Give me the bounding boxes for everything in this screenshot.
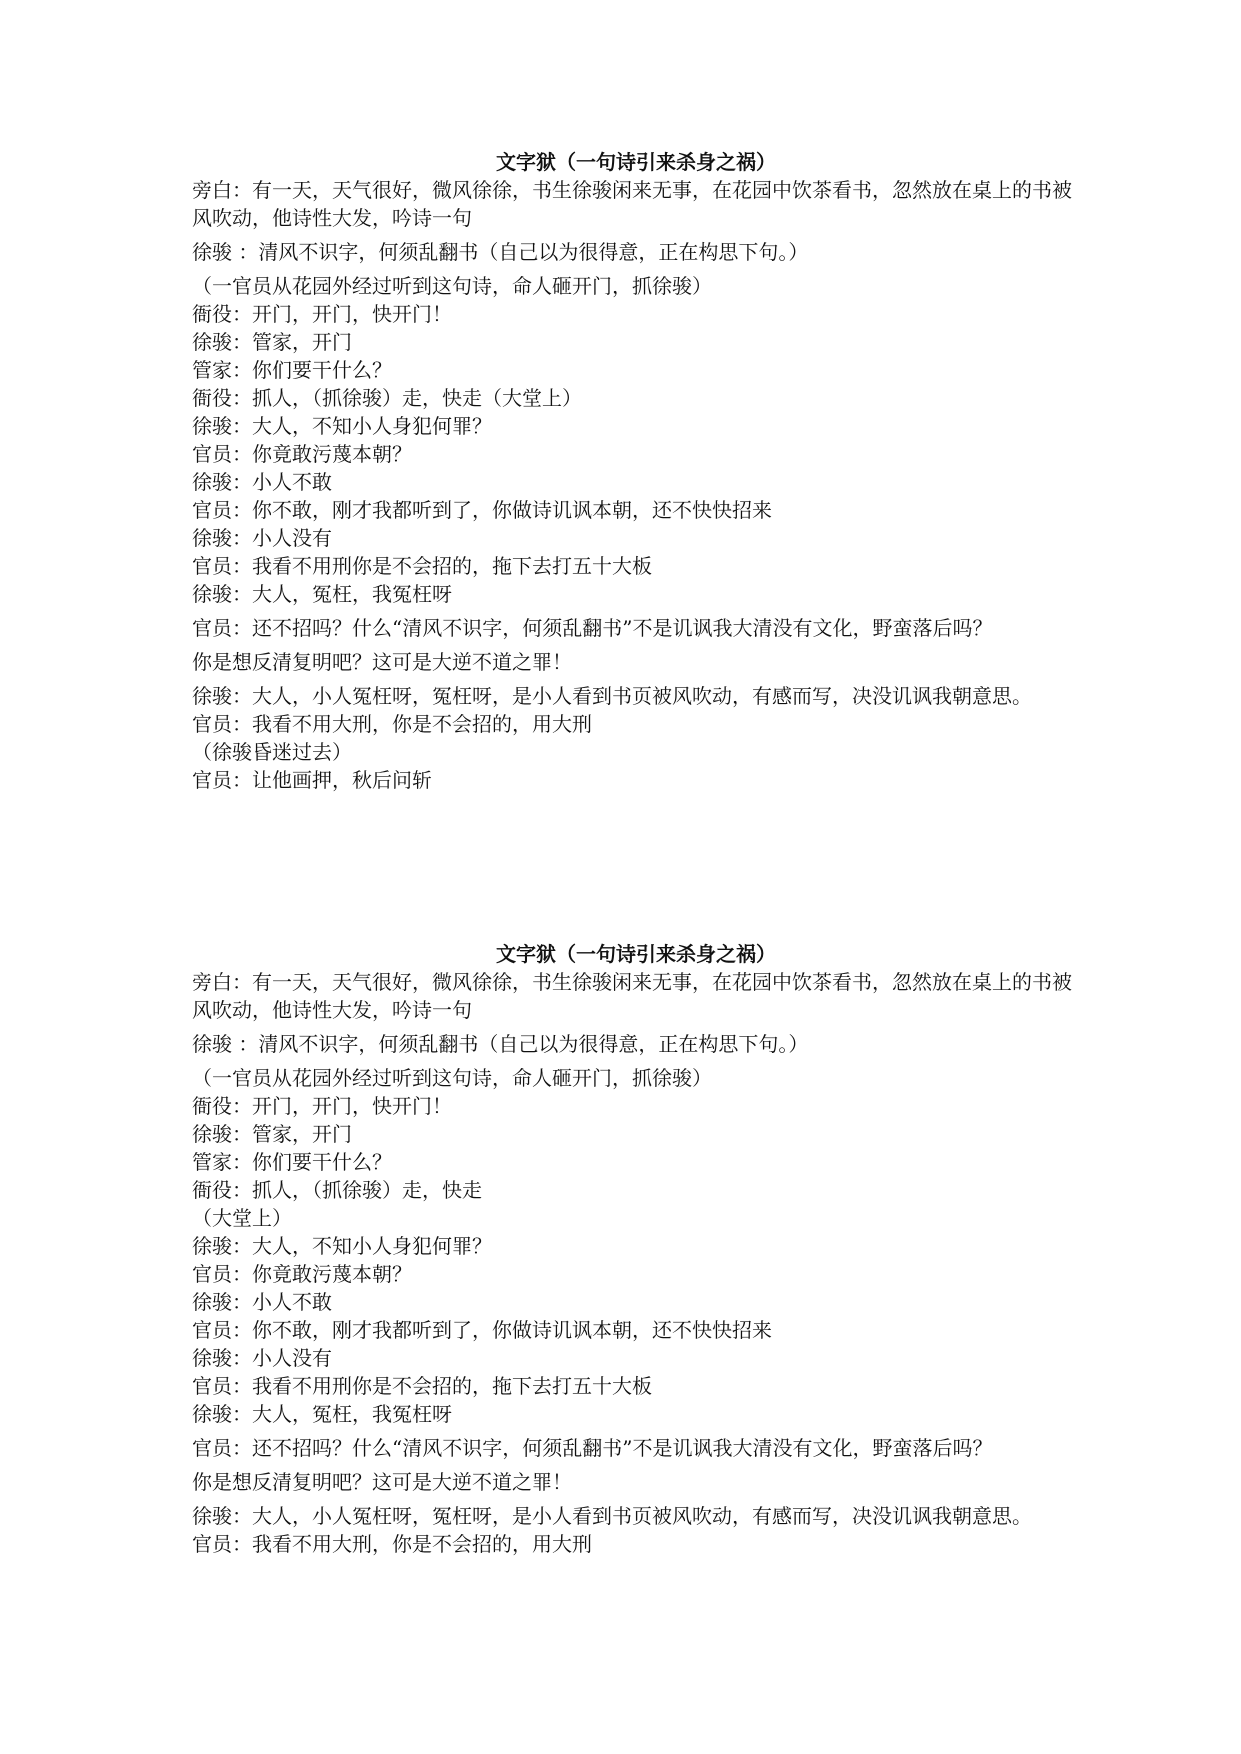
script-line: （一官员从花园外经过听到这句诗，命人砸开门，抓徐骏） xyxy=(192,274,712,298)
script-title: 文字狱（一句诗引来杀身之祸） xyxy=(496,150,776,174)
script-line: 徐骏：大人，不知小人身犯何罪？ xyxy=(192,1234,492,1258)
script-line: 旁白：有一天，天气很好，微风徐徐，书生徐骏闲来无事，在花园中饮茶看书，忽然放在桌上的书被风吹动，他诗性大发，吟诗一句 xyxy=(192,970,1072,1022)
script-line: 官员：让他画押，秋后问斩 xyxy=(192,768,432,792)
script-line: 官员：你竟敢污蔑本朝？ xyxy=(192,442,412,466)
script-section-1 xyxy=(192,148,1072,794)
script-line: 管家：你们要干什么？ xyxy=(192,358,392,382)
script-line: 官员：我看不用刑你是不会招的，拖下去打五十大板 xyxy=(192,554,652,578)
script-line: 徐骏：大人，冤枉，我冤枉呀 xyxy=(192,1402,452,1426)
script-line: 徐骏 ：清风不识字，何须乱翻书（自己以为很得意，正在构思下句。） xyxy=(192,240,809,264)
script-line: 徐骏：小人没有 xyxy=(192,1346,332,1370)
script-line: 徐骏：小人不敢 xyxy=(192,470,332,494)
script-line: 徐骏：管家，开门 xyxy=(192,1122,352,1146)
script-line: 徐骏：小人没有 xyxy=(192,526,332,550)
script-line: 你是想反清复明吧？这可是大逆不道之罪！ xyxy=(192,1470,572,1494)
script-line: 徐骏：大人，小人冤枉呀，冤枉呀，是小人看到书页被风吹动，有感而写，决没讥讽我朝意思。 xyxy=(192,1504,1032,1528)
script-line: 官员：还不招吗？什么“清风不识字，何须乱翻书”不是讥讽我大清没有文化，野蛮落后吗？ xyxy=(192,1436,993,1460)
script-line: 官员：我看不用大刑，你是不会招的，用大刑 xyxy=(192,1532,592,1556)
script-line: 官员：我看不用大刑，你是不会招的，用大刑 xyxy=(192,712,592,736)
script-line: （徐骏昏迷过去） xyxy=(192,740,352,764)
script-line: 你是想反清复明吧？这可是大逆不道之罪！ xyxy=(192,650,572,674)
script-line: 官员：你竟敢污蔑本朝？ xyxy=(192,1262,412,1286)
script-line: 徐骏 ：清风不识字，何须乱翻书（自己以为很得意，正在构思下句。） xyxy=(192,1032,809,1056)
script-line: 徐骏：大人，小人冤枉呀，冤枉呀，是小人看到书页被风吹动，有感而写，决没讥讽我朝意思。 xyxy=(192,684,1032,708)
script-line: 徐骏：大人，不知小人身犯何罪？ xyxy=(192,414,492,438)
script-line: 官员：还不招吗？什么“清风不识字，何须乱翻书”不是讥讽我大清没有文化，野蛮落后吗？ xyxy=(192,616,993,640)
script-line: 衙役：抓人，（抓徐骏）走，快走 xyxy=(192,1178,482,1202)
script-line: 官员：你不敢，刚才我都听到了，你做诗讥讽本朝，还不快快招来 xyxy=(192,498,772,522)
script-line: 徐骏：小人不敢 xyxy=(192,1290,332,1314)
script-line: 衙役：开门，开门，快开门！ xyxy=(192,1094,452,1118)
script-line: 管家：你们要干什么？ xyxy=(192,1150,392,1174)
script-line: （大堂上） xyxy=(192,1206,292,1230)
script-line: 旁白：有一天，天气很好，微风徐徐，书生徐骏闲来无事，在花园中饮茶看书，忽然放在桌上的书被风吹动，他诗性大发，吟诗一句 xyxy=(192,178,1072,230)
script-section-2 xyxy=(192,940,1072,1558)
script-line: 徐骏：大人，冤枉，我冤枉呀 xyxy=(192,582,452,606)
script-line: 官员：我看不用刑你是不会招的，拖下去打五十大板 xyxy=(192,1374,652,1398)
script-line: 衙役：开门，开门，快开门！ xyxy=(192,302,452,326)
script-line: （一官员从花园外经过听到这句诗，命人砸开门，抓徐骏） xyxy=(192,1066,712,1090)
script-line: 徐骏：管家，开门 xyxy=(192,330,352,354)
script-line: 衙役：抓人，（抓徐骏）走，快走（大堂上） xyxy=(192,386,582,410)
script-title: 文字狱（一句诗引来杀身之祸） xyxy=(496,942,776,966)
script-line: 官员：你不敢，刚才我都听到了，你做诗讥讽本朝，还不快快招来 xyxy=(192,1318,772,1342)
